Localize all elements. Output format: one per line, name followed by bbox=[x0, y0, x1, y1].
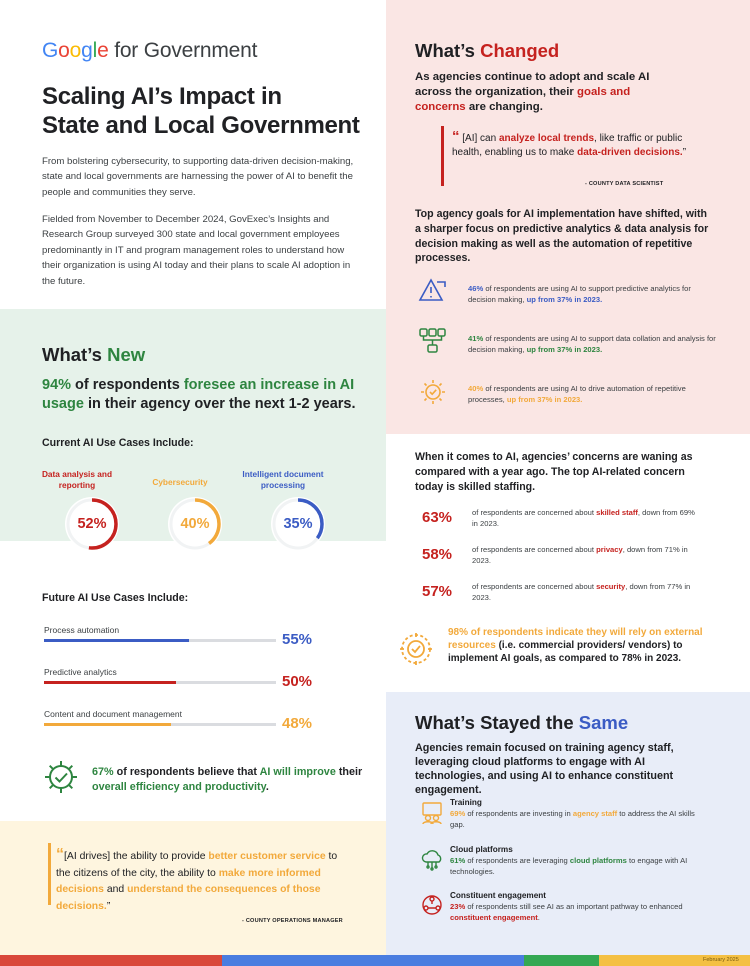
donut-value: 40% bbox=[180, 516, 210, 532]
concern-post: , down from 77% in 2023. bbox=[472, 582, 691, 602]
footer-bar-red bbox=[0, 955, 222, 966]
same-item-title: Cloud platforms bbox=[450, 845, 513, 854]
concern-em: skilled staff bbox=[596, 508, 638, 517]
concern-pre: of respondents are concerned about bbox=[472, 508, 597, 517]
same-em: agency staff bbox=[572, 809, 618, 818]
bar-track bbox=[44, 681, 276, 684]
goal-text: of respondents are using AI to support data collation and analysis for decision making, bbox=[468, 334, 716, 354]
external-resources-stat: 98% of respondents indicate they will rely on external resources (i.e. commercial providers/ vendors) to implement AI goals, as compared to 78% in 2023. bbox=[448, 627, 703, 664]
same-pre: of respondents are investing in bbox=[465, 809, 573, 818]
concern-pct: 63% bbox=[422, 509, 453, 526]
future-use-cases-title: Future AI Use Cases Include: bbox=[42, 592, 189, 604]
brand-suffix: for Government bbox=[114, 39, 258, 62]
concern-post: , down from 69% in 2023. bbox=[472, 508, 695, 528]
concern-post: , down from 71% in 2023. bbox=[472, 545, 688, 565]
bar-value: 50% bbox=[282, 673, 313, 690]
concern-em: security bbox=[596, 582, 626, 591]
efficiency-stat: 67% of respondents believe that AI will improve their overall efficiency and productivity. bbox=[92, 766, 363, 793]
quote-rule-red bbox=[441, 126, 444, 186]
same-post: . bbox=[537, 913, 540, 922]
same-lead: Agencies remain focused on training agency staff, leveraging cloud platforms to engage with AI technologies, and using AI to enhance constituent engagement. bbox=[415, 742, 674, 796]
operations-manager-quote: “[AI drives] the ability to provide better customer service to the citizens of the city, the ability to make more informed decisions and understand the consequences of those decisions.” bbox=[56, 846, 338, 912]
bar-value: 55% bbox=[282, 631, 313, 648]
same-pct: 23% bbox=[450, 902, 466, 911]
same-pct: 61% bbox=[450, 856, 466, 865]
goal-text: of respondents are using AI to support predictive analytics for decision making, bbox=[468, 284, 691, 304]
people-network-icon bbox=[420, 893, 444, 919]
intro-paragraph-2: Fielded from November to December 2024, GovExec’s Insights and Research Group surveyed 300 state and local government employees predominantly in IT and program management roles to understand how their organization is using AI today and their plans to scale AI adoption in the future. bbox=[42, 214, 351, 287]
goal-text: of respondents are using AI to drive automation of repetitive processes, bbox=[468, 384, 686, 404]
goal-pct: 41% bbox=[468, 334, 484, 343]
footer-bar-green bbox=[524, 955, 599, 966]
gear-automation-icon bbox=[417, 376, 449, 408]
bar-label: Predictive analytics bbox=[44, 667, 117, 677]
footer-bar-blue bbox=[222, 955, 524, 966]
footer-date: February 2025 bbox=[703, 957, 739, 963]
data-scientist-quote: “ [AI] can analyze local trends, like traffic or public health, enabling us to make data-driven decisions.” bbox=[452, 128, 687, 158]
goal-stat bbox=[468, 333, 718, 355]
donut-value: 52% bbox=[77, 516, 107, 532]
bar-fill bbox=[44, 639, 189, 642]
google-wordmark: Google bbox=[42, 39, 109, 62]
concern-em: privacy bbox=[596, 545, 623, 554]
gear-check-icon bbox=[42, 758, 80, 796]
same-em: constituent engagement bbox=[450, 913, 538, 922]
bar-fill bbox=[44, 681, 176, 684]
training-icon bbox=[420, 800, 444, 826]
donut-chart bbox=[165, 494, 225, 554]
google-for-government-logo bbox=[42, 39, 257, 63]
external-resources-icon bbox=[395, 628, 437, 670]
donut-chart bbox=[268, 494, 328, 554]
same-pre: of respondents still see AI as an important pathway to enhanced bbox=[465, 902, 683, 911]
whats-new-heading: What’s New bbox=[42, 344, 146, 365]
whats-new-lead: 94% of respondents foresee an increase in AI usage in their agency over the next 1-2 years. bbox=[42, 377, 356, 412]
same-em: cloud platforms bbox=[569, 856, 627, 865]
goal-stat bbox=[468, 283, 718, 305]
goal-pct: 40% bbox=[468, 384, 484, 393]
whats-same-heading: What’s Stayed the Same bbox=[415, 712, 629, 733]
data-scientist-attribution: - COUNTY DATA SCIENTIST bbox=[585, 181, 664, 187]
concerns-intro: When it comes to AI, agencies’ concerns are waning as compared with a year ago. The top AI-related concern today is skilled staffing. bbox=[415, 451, 693, 493]
donut-value: 35% bbox=[283, 516, 313, 532]
intro-paragraph-1: From bolstering cybersecurity, to supporting data-driven decision-making, state and local governments are harnessing the power of AI to benefit the people and communities they serve. bbox=[42, 156, 354, 198]
same-item-text bbox=[450, 808, 700, 830]
goal-stat bbox=[468, 383, 718, 405]
current-use-cases-title: Current AI Use Cases Include: bbox=[42, 437, 194, 449]
bar-value: 48% bbox=[282, 715, 313, 732]
donut-label: Data analysis and reporting bbox=[41, 469, 113, 490]
concern-text bbox=[472, 581, 702, 603]
concern-pre: of respondents are concerned about bbox=[472, 545, 597, 554]
goals-intro: Top agency goals for AI implementation have shifted, with a sharper focus on predictive analytics & data analysis for decision making as well as the automation of repetitive processes. bbox=[415, 208, 709, 265]
same-item-text bbox=[450, 901, 700, 923]
same-item-text bbox=[450, 855, 700, 877]
bar-label: Content and document management bbox=[44, 709, 182, 719]
changed-lead: As agencies continue to adopt and scale AI across the organization, their goals and concerns are changing. bbox=[415, 71, 650, 113]
same-item-title: Training bbox=[450, 798, 482, 807]
same-post: to address the AI skills gap. bbox=[450, 809, 695, 829]
donut-label: Cybersecurity bbox=[152, 477, 208, 487]
same-post: to engage with AI technologies. bbox=[450, 856, 688, 876]
concern-text bbox=[472, 507, 702, 529]
bar-track bbox=[44, 639, 276, 642]
quote-attribution: - COUNTY OPERATIONS MANAGER bbox=[242, 918, 343, 924]
same-pre: of respondents are leveraging bbox=[465, 856, 570, 865]
same-pct: 69% bbox=[450, 809, 466, 818]
page-title: Scaling AI’s Impact in State and Local Government bbox=[42, 83, 360, 139]
goal-pct: 46% bbox=[468, 284, 484, 293]
bar-track bbox=[44, 723, 276, 726]
concern-pct: 57% bbox=[422, 583, 453, 600]
data-network-icon bbox=[417, 326, 449, 358]
warning-analytics-icon bbox=[417, 276, 449, 308]
donut-label: Intelligent document processing bbox=[242, 469, 324, 490]
bar-fill bbox=[44, 723, 171, 726]
quote-rule bbox=[48, 843, 51, 905]
goal-up: up from 37% in 2023. bbox=[506, 395, 583, 404]
same-item-title: Constituent engagement bbox=[450, 891, 546, 900]
concern-text bbox=[472, 544, 702, 566]
bar-label: Process automation bbox=[44, 625, 120, 635]
concern-pct: 58% bbox=[422, 546, 453, 563]
concern-pre: of respondents are concerned about bbox=[472, 582, 597, 591]
goal-up: up from 37% in 2023. bbox=[526, 295, 603, 304]
whats-changed-heading: What’s Changed bbox=[415, 40, 560, 61]
goal-up: up from 37% in 2023. bbox=[526, 345, 603, 354]
donut-chart bbox=[62, 494, 122, 554]
cloud-icon bbox=[420, 847, 444, 873]
